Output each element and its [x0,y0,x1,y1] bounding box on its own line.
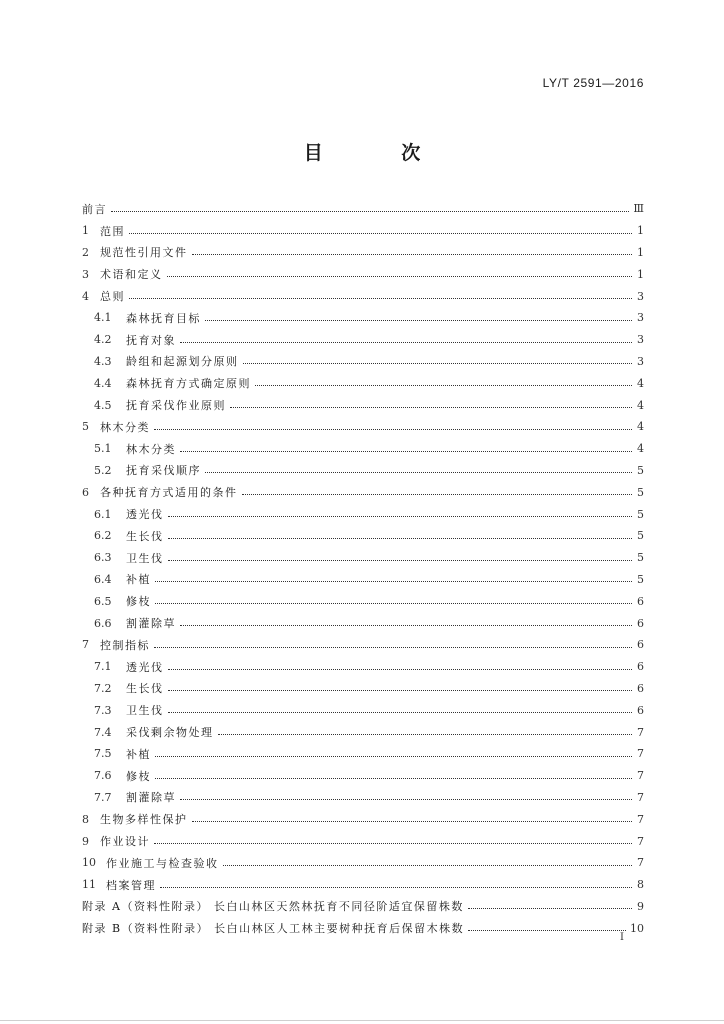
toc-entry[interactable] [82,438,644,460]
toc-entry-number: 11 [82,878,96,892]
toc-leader-dots [168,658,633,670]
toc-entry-page: 5 [637,507,644,521]
toc-entry-number: 5 [82,420,89,434]
toc-entry[interactable] [82,307,644,329]
toc-entry-label: 生长伐 [126,529,164,543]
toc-entry-number: 4.4 [94,376,112,390]
toc-entry-label: 抚育采伐顺序 [126,464,201,478]
toc-entry-number: 10 [82,856,96,870]
toc-entry-page: 10 [630,921,644,935]
toc-entry[interactable] [82,808,644,830]
table-of-contents [82,198,644,939]
toc-leader-dots [180,788,632,800]
toc-leader-dots [154,636,632,648]
toc-entry-label: 范围 [100,224,125,238]
toc-entry[interactable] [82,830,644,852]
toc-entry[interactable] [82,787,644,809]
toc-entry-page: 4 [637,398,644,412]
toc-entry-label: 各种抚育方式适用的条件 [100,486,238,500]
toc-entry-number: 7 [82,638,89,652]
toc-entry-number: 1 [82,224,89,238]
toc-entry[interactable] [82,874,644,896]
toc-entry-number: 6.4 [94,572,112,586]
toc-entry-page: 5 [637,485,644,499]
toc-entry-label: 附录 B（资料性附录） 长白山林区人工林主要树种抚育后保留木株数 [82,922,465,936]
toc-entry-number: 8 [82,812,89,826]
toc-entry-label: 总则 [100,290,125,304]
toc-entry-label: 档案管理 [106,878,156,892]
toc-leader-dots [160,876,632,888]
toc-entry-number: 6.5 [94,594,112,608]
toc-entry-number: 5.1 [94,442,112,456]
toc-entry-label: 割灌除草 [126,791,176,805]
toc-entry-number: 4 [82,289,89,303]
toc-entry[interactable] [82,460,644,482]
toc-entry-label: 抚育采伐作业原则 [126,399,226,413]
toc-entry-number: 6.2 [94,529,112,543]
toc-entry-label: 前言 [82,202,107,216]
toc-entry-number: 7.7 [94,790,112,804]
toc-entry-page: 6 [637,703,644,717]
toc-entry-label: 龄组和起源划分原则 [126,355,239,369]
toc-leader-dots [168,549,633,561]
toc-leader-dots [180,331,632,343]
toc-entry[interactable] [82,503,644,525]
toc-entry-page: 9 [637,899,644,913]
toc-entry-number: 6.6 [94,616,112,630]
toc-entry-number: 7.4 [94,725,112,739]
toc-entry-page: 1 [637,245,644,259]
toc-entry-label: 补植 [126,573,151,587]
toc-entry-label: 附录 A（资料性附录） 长白山林区天然林抚育不同径阶适宜保留株数 [82,900,464,914]
toc-entry-page: 3 [637,354,644,368]
toc-entry-number: 4.2 [94,333,112,347]
toc-entry-page: 7 [637,856,644,870]
toc-entry-number: 5.2 [94,463,112,477]
toc-entry[interactable] [82,852,644,874]
toc-entry[interactable] [82,896,644,918]
toc-entry-page: 7 [637,747,644,761]
toc-entry-page: 1 [637,267,644,281]
toc-entry-label: 割灌除草 [126,617,176,631]
toc-entry-label: 控制指标 [100,638,150,652]
toc-entry-page: 4 [637,442,644,456]
toc-entry-page: 6 [637,594,644,608]
toc-entry-label: 修枝 [126,595,151,609]
toc-entry[interactable] [82,917,644,939]
toc-entry[interactable] [82,329,644,351]
toc-leader-dots [223,854,633,866]
bottom-divider [0,1020,724,1021]
toc-entry[interactable] [82,198,644,220]
toc-entry-label: 术语和定义 [100,268,163,282]
toc-leader-dots [168,527,633,539]
toc-entry-page: 6 [637,681,644,695]
toc-entry[interactable] [82,656,644,678]
toc-entry-page: 6 [637,616,644,630]
toc-entry[interactable] [82,372,644,394]
toc-entry[interactable] [82,525,644,547]
toc-entry[interactable] [82,634,644,656]
toc-entry[interactable] [82,721,644,743]
toc-entry-label: 修枝 [126,769,151,783]
toc-entry[interactable] [82,547,644,569]
toc-leader-dots [154,832,632,844]
toc-entry-page: 1 [637,224,644,238]
toc-entry-label: 规范性引用文件 [100,246,188,260]
toc-entry-number: 4.1 [94,311,112,325]
toc-entry-label: 补植 [126,747,151,761]
toc-entry-label: 抚育对象 [126,333,176,347]
toc-title: 目 次 [303,142,457,164]
toc-entry[interactable] [82,699,644,721]
toc-entry[interactable] [82,351,644,373]
toc-leader-dots [255,374,632,386]
toc-leader-dots [468,919,626,931]
toc-entry[interactable] [82,569,644,591]
toc-entry[interactable] [82,590,644,612]
toc-leader-dots [155,592,632,604]
toc-entry-page: 3 [637,311,644,325]
toc-entry-label: 生长伐 [126,682,164,696]
toc-entry[interactable] [82,220,644,242]
toc-entry[interactable] [82,416,644,438]
toc-leader-dots [168,505,633,517]
toc-entry-label: 森林抚育目标 [126,311,201,325]
toc-entry-number: 7.5 [94,747,112,761]
toc-entry-page: 7 [637,725,644,739]
toc-leader-dots [230,396,632,408]
toc-entry[interactable] [82,743,644,765]
toc-entry-number: 6 [82,485,89,499]
toc-entry-page: 4 [637,420,644,434]
toc-leader-dots [205,461,632,473]
toc-leader-dots [129,287,632,299]
toc-entry[interactable] [82,263,644,285]
toc-leader-dots [155,745,632,757]
toc-entry-page: Ⅲ [633,202,644,216]
toc-entry-page: 5 [637,551,644,565]
toc-entry-page: 8 [637,878,644,892]
toc-leader-dots [468,897,632,909]
toc-entry-number: 7.1 [94,660,112,674]
toc-entry-label: 卫生伐 [126,551,164,565]
toc-entry-number: 9 [82,834,89,848]
toc-entry-label: 透光伐 [126,508,164,522]
toc-entry-page: 3 [637,333,644,347]
toc-leader-dots [155,570,632,582]
toc-entry[interactable] [82,285,644,307]
toc-entry-number: 6.3 [94,551,112,565]
toc-entry-label: 透光伐 [126,660,164,674]
toc-entry-number: 7.2 [94,681,112,695]
toc-entry-number: 6.1 [94,507,112,521]
toc-entry-page: 7 [637,834,644,848]
toc-entry-label: 作业设计 [100,835,150,848]
toc-entry-page: 7 [637,790,644,804]
toc-leader-dots [129,222,632,234]
toc-entry-number: 2 [82,245,89,259]
toc-entry-number: 7.6 [94,769,112,783]
toc-leader-dots [218,723,633,735]
toc-entry-page: 5 [637,463,644,477]
standard-code: LY/T 2591—2016 [542,76,644,90]
toc-entry-number: 4.5 [94,398,112,412]
toc-leader-dots [155,767,632,779]
toc-entry-label: 林木分类 [126,442,176,456]
toc-leader-dots [243,352,633,364]
toc-entry[interactable] [82,481,644,503]
toc-entry-page: 5 [637,529,644,543]
toc-leader-dots [192,810,633,822]
toc-entry-label: 作业施工与检查验收 [106,856,219,870]
toc-entry[interactable] [82,242,644,264]
toc-leader-dots [192,243,633,255]
toc-entry-page: 6 [637,638,644,652]
toc-entry-page: 4 [637,376,644,390]
toc-entry-page: 6 [637,660,644,674]
toc-entry-number: 4.3 [94,354,112,368]
toc-entry-label: 森林抚育方式确定原则 [126,377,251,391]
toc-entry-label: 采伐剩余物处理 [126,726,214,740]
toc-entry-page: 5 [637,572,644,586]
page-number: I [620,932,624,943]
toc-leader-dots [154,418,632,430]
toc-leader-dots [168,679,633,691]
toc-entry[interactable] [82,394,644,416]
toc-entry[interactable] [82,612,644,634]
toc-leader-dots [180,614,632,626]
toc-leader-dots [168,701,633,713]
toc-leader-dots [180,440,632,452]
toc-entry[interactable] [82,678,644,700]
toc-entry-number: 7.3 [94,703,112,717]
toc-leader-dots [205,309,632,321]
toc-entry-page: 7 [637,769,644,783]
toc-entry-label: 林木分类 [100,420,150,434]
toc-leader-dots [167,265,633,277]
toc-leader-dots [111,200,629,212]
toc-entry-page: 3 [637,289,644,303]
toc-entry[interactable] [82,765,644,787]
toc-entry-label: 生物多样性保护 [100,813,188,827]
toc-leader-dots [242,483,633,495]
toc-entry-label: 卫生伐 [126,704,164,718]
toc-entry-page: 7 [637,812,644,826]
toc-entry-number: 3 [82,267,89,281]
